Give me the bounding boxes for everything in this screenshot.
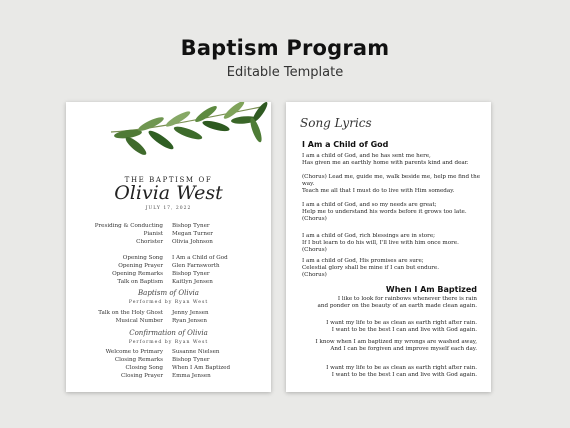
- program-row: [66, 372, 271, 380]
- role-person: Ryan Jensen: [172, 318, 207, 324]
- role-label: Pianist: [143, 231, 163, 237]
- role-person: Glen Farnsworth: [172, 263, 220, 269]
- lyric-verse: I am a child of God, rich blessings are in store; If I but learn to do his will, I'll live with him once more. (Chorus): [302, 233, 459, 253]
- song-title: When I Am Baptized: [385, 285, 477, 294]
- program-row: [66, 238, 271, 246]
- lyric-verse: I am a child of God, His promises are sure; Celestial glory shall be mine if I can but endure. (Chorus): [302, 258, 440, 278]
- lyrics-card: [286, 102, 491, 392]
- lyric-verse: I like to look for rainbows whenever there is rain and ponder on the beauty of an earth made clean again.: [317, 296, 477, 309]
- program-row: [66, 364, 271, 372]
- lyric-verse: (Chorus) Lead me, guide me, walk beside me, help me find the way. Teach me all that I must do to live with Him someday.: [302, 174, 481, 194]
- confirmation-performed-by: Performed by Ryan West: [128, 340, 209, 345]
- role-person: Bishop Tyner: [172, 271, 210, 277]
- role-label: Closing Song: [125, 365, 163, 371]
- role-person: I Am a Child of God: [172, 255, 228, 261]
- baptism-performed-by: Performed by Ryan West: [128, 300, 209, 305]
- role-label: Talk on the Holy Ghost: [98, 310, 163, 316]
- role-person: Jenny Jensen: [172, 310, 209, 316]
- role-label: Talk on Baptism: [117, 279, 163, 285]
- baptism-section-title: Baptism of Olivia: [138, 289, 199, 297]
- role-label: Closing Remarks: [114, 357, 163, 363]
- role-person: Bishop Tyner: [172, 223, 210, 229]
- program-row: [66, 230, 271, 238]
- role-label: Musical Number: [115, 318, 163, 324]
- lyric-verse: I am a child of God, and so my needs are great; Help me to understand his words before it grows too late. (Chorus): [302, 202, 467, 222]
- program-row: [66, 222, 271, 230]
- program-row: [66, 317, 271, 325]
- lyric-verse: I am a child of God, and he has sent me here, Has given me an earthly home with parents kind and dear.: [302, 153, 469, 166]
- lyric-verse: I want my life to be as clean as earth right after rain. I want to be the best I can and live with God again.: [326, 365, 477, 378]
- role-label: Opening Remarks: [112, 271, 163, 277]
- program-row: [66, 278, 271, 286]
- role-person: Bishop Tyner: [172, 357, 210, 363]
- role-person: Susanne Nielsen: [172, 349, 220, 355]
- role-person: Emma Jensen: [172, 373, 211, 379]
- role-person: When I Am Baptized: [172, 365, 231, 371]
- event-date: JULY 17, 2022: [145, 206, 192, 211]
- program-row: [66, 356, 271, 364]
- page-title: Baptism Program: [180, 36, 390, 60]
- program-card: [66, 102, 271, 392]
- program-row: [66, 348, 271, 356]
- baptism-of-label: THE BAPTISM OF: [124, 176, 213, 184]
- honoree-name: Olivia West: [114, 182, 223, 204]
- role-label: Welcome to Primary: [105, 349, 163, 355]
- program-row: [66, 262, 271, 270]
- role-person: Kaitlyn Jensen: [172, 279, 213, 285]
- role-label: Opening Song: [122, 255, 163, 261]
- role-person: Olivia Johnson: [172, 239, 213, 245]
- lyrics-heading: Song Lyrics: [300, 116, 372, 130]
- program-row: [66, 254, 271, 262]
- lyric-verse: I know when I am baptized my wrongs are washed away, And I can be forgiven and improve myself each day.: [315, 339, 477, 352]
- olive-branch-illustration: [106, 102, 271, 164]
- program-row: [66, 309, 271, 317]
- confirmation-section-title: Confirmation of Olivia: [129, 329, 208, 337]
- lyric-verse: I want my life to be as clean as earth right after rain. I want to be the best I can and live with God again.: [326, 320, 477, 333]
- role-label: Presiding & Conducting: [94, 223, 163, 229]
- page-subtitle: Editable Template: [226, 65, 344, 80]
- role-person: Megan Turner: [172, 231, 213, 237]
- role-label: Closing Prayer: [121, 373, 163, 379]
- role-label: Chorister: [136, 239, 163, 245]
- role-label: Opening Prayer: [118, 263, 163, 269]
- program-row: [66, 270, 271, 278]
- song-title: I Am a Child of God: [302, 140, 389, 149]
